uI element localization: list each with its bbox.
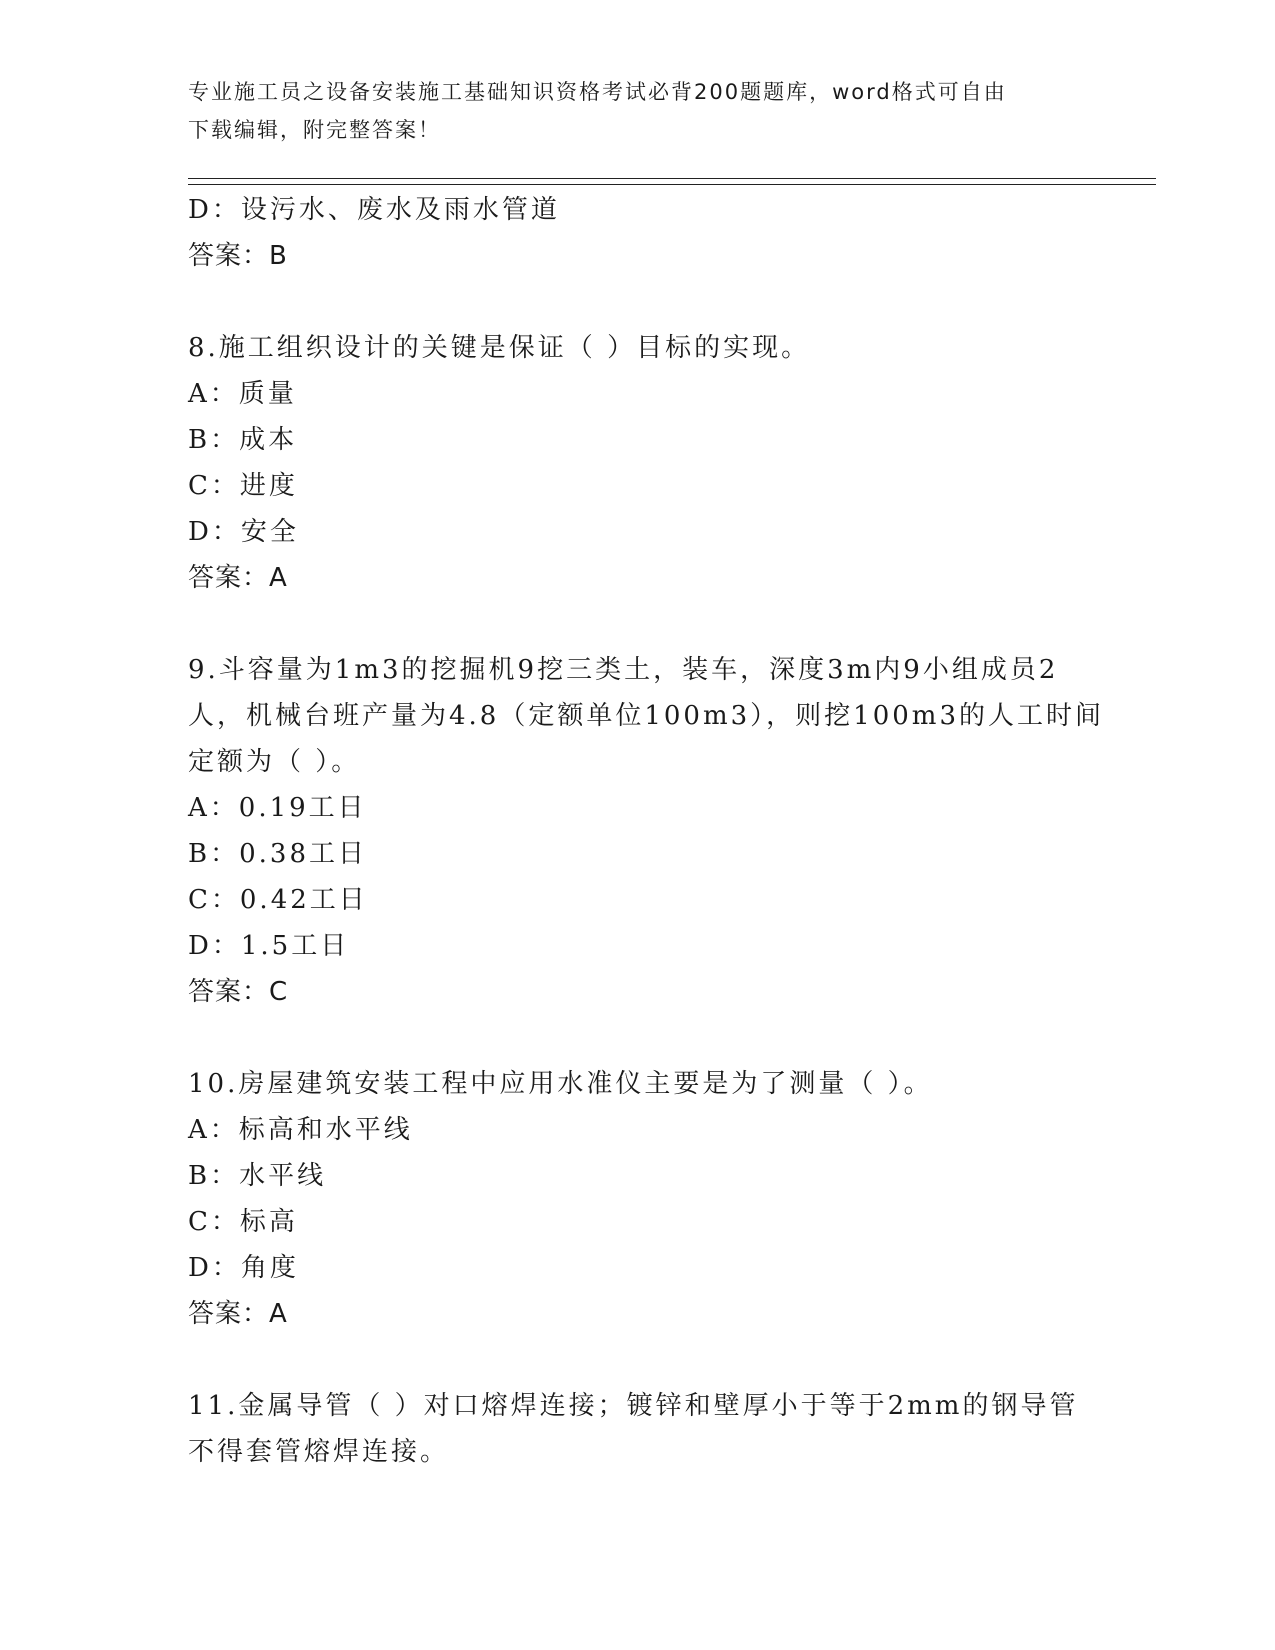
question-list bbox=[188, 187, 1104, 1475]
q8-option-b: B：成本 bbox=[188, 425, 298, 455]
q9-stem-line-1: 9.斗容量为1m3的挖掘机9挖三类土，装车，深度3m内9小组成员2 bbox=[188, 655, 1059, 685]
header-title-line-1: 专业施工员之设备安装施工基础知识资格考试必背200题题库，word格式可自由 bbox=[188, 80, 1007, 104]
q8-option-d: D：安全 bbox=[188, 517, 299, 547]
q9-option-c: C：0.42工日 bbox=[188, 885, 368, 915]
q9-option-b: B：0.38工日 bbox=[188, 839, 367, 869]
q11-stem-line-1: 11.金属导管（ ）对口熔焊连接；镀锌和壁厚小于等于2mm的钢导管 bbox=[188, 1391, 1079, 1421]
q9-answer: 答案：C bbox=[188, 977, 289, 1007]
q10-option-b: B：水平线 bbox=[188, 1161, 327, 1191]
q10-option-c: C：标高 bbox=[188, 1207, 298, 1237]
q10-answer: 答案：A bbox=[188, 1299, 288, 1329]
header-divider-top bbox=[188, 178, 1156, 179]
q11-stem-line-2: 不得套管熔焊连接。 bbox=[188, 1437, 450, 1467]
header-title-line-2: 下载编辑，附完整答案！ bbox=[188, 118, 441, 142]
document-header bbox=[188, 73, 1068, 149]
q9-stem-line-3: 定额为（ ）。 bbox=[188, 747, 361, 777]
q8-option-a: A：质量 bbox=[188, 379, 297, 409]
q7-option-d: D：设污水、废水及雨水管道 bbox=[188, 195, 560, 225]
q10-option-d: D：角度 bbox=[188, 1253, 299, 1283]
q8-answer: 答案：A bbox=[188, 563, 288, 593]
q9-option-d: D：1.5工日 bbox=[188, 931, 350, 961]
spacer bbox=[188, 601, 1088, 647]
header-divider-bottom bbox=[188, 184, 1156, 185]
q9-stem-line-2: 人，机械台班产量为4.8（定额单位100m3），则挖100m3的人工时间 bbox=[188, 701, 1104, 731]
q7-answer: 答案：B bbox=[188, 241, 288, 271]
q9-option-a: A：0.19工日 bbox=[188, 793, 367, 823]
q10-option-a: A：标高和水平线 bbox=[188, 1115, 413, 1145]
spacer bbox=[188, 1337, 1088, 1383]
q10-stem: 10.房屋建筑安装工程中应用水准仪主要是为了测量（ ）。 bbox=[188, 1069, 933, 1099]
spacer bbox=[188, 279, 1088, 325]
q8-stem: 8.施工组织设计的关键是保证（ ）目标的实现。 bbox=[188, 333, 811, 363]
spacer bbox=[188, 1015, 1088, 1061]
q8-option-c: C：进度 bbox=[188, 471, 298, 501]
